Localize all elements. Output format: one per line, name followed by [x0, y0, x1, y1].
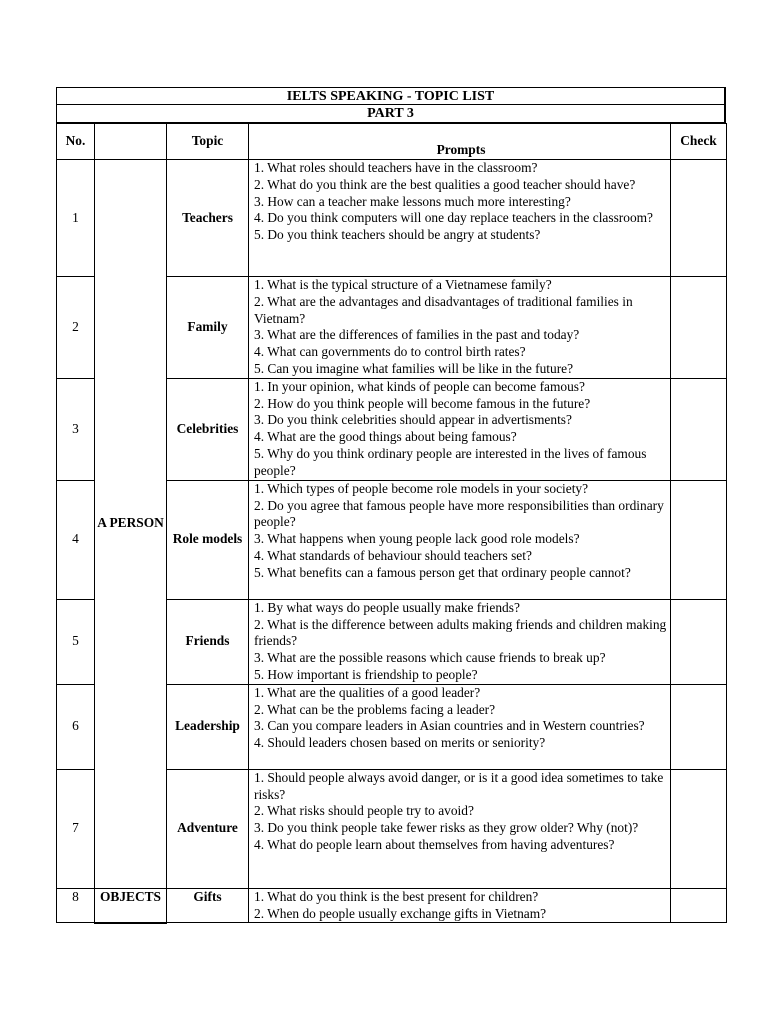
table-header-row [57, 124, 727, 160]
prompt-question: 3. How can a teacher make lessons much more interesting? [254, 193, 571, 209]
row-number: 5 [57, 599, 95, 684]
check-cell[interactable] [671, 599, 727, 684]
topic-label: Friends [185, 633, 230, 649]
column-header-prompts: Prompts [249, 124, 671, 160]
topic-cell [167, 160, 249, 277]
prompt-question: 1. Which types of people become role models in your society? [254, 480, 589, 496]
prompts-cell [249, 599, 671, 684]
prompt-question: 5. Can you imagine what families will be like in the future? [254, 360, 574, 376]
topic-label: Role models [172, 531, 243, 547]
prompts-cell [249, 160, 671, 277]
check-cell[interactable] [671, 480, 727, 599]
category-label: OBJECTS [99, 888, 162, 904]
prompt-question: 2. Do you agree that famous people have more responsibilities than ordinary people? [254, 497, 664, 530]
prompt-question: 3. Do you think people take fewer risks as they grow older? Why (not)? [254, 820, 639, 836]
topic-cell [167, 480, 249, 599]
topic-label: Gifts [193, 888, 222, 904]
row-number: 3 [57, 378, 95, 480]
check-cell[interactable] [671, 769, 727, 888]
table-row [57, 160, 727, 277]
prompt-question: 4. Do you think computers will one day replace teachers in the classroom? [254, 210, 653, 226]
prompt-question: 4. Should leaders chosen based on merits or seniority? [254, 735, 546, 751]
prompt-question: 5. What benefits can a famous person get that ordinary people cannot? [254, 564, 631, 580]
category-label: A PERSON [97, 515, 164, 531]
prompts-cell [249, 769, 671, 888]
prompt-question: 2. What do you think are the best qualities a good teacher should have? [254, 176, 636, 192]
table-row [57, 888, 727, 923]
prompt-question: 1. What do you think is the best present for children? [254, 888, 539, 904]
topic-table [56, 123, 727, 924]
prompt-question: 1. What are the qualities of a good leader? [254, 684, 481, 700]
prompts-cell [249, 378, 671, 480]
check-cell[interactable] [671, 277, 727, 379]
topic-cell [167, 769, 249, 888]
topic-cell [167, 684, 249, 769]
prompt-question: 4. What are the good things about being famous? [254, 429, 517, 445]
prompts-cell [249, 888, 671, 923]
check-cell[interactable] [671, 378, 727, 480]
topic-cell [167, 277, 249, 379]
table-body [57, 160, 727, 923]
check-cell[interactable] [671, 684, 727, 769]
column-header-topic: Topic [167, 124, 249, 160]
check-cell[interactable] [671, 160, 727, 277]
prompt-question: 1. By what ways do people usually make friends? [254, 599, 520, 615]
prompt-question: 3. What are the possible reasons which cause friends to break up? [254, 650, 606, 666]
prompt-question: 1. In your opinion, what kinds of people can become famous? [254, 378, 585, 394]
row-number: 4 [57, 480, 95, 599]
prompt-question: 4. What do people learn about themselves from having adventures? [254, 836, 615, 852]
row-number: 7 [57, 769, 95, 888]
topic-list-document [56, 87, 726, 924]
prompt-question: 2. What is the difference between adults making friends and children making friends? [254, 616, 667, 649]
column-header-category [95, 124, 167, 160]
prompt-question: 2. What are the advantages and disadvantages of traditional families in Vietnam? [254, 293, 633, 326]
part-heading: PART 3 [56, 105, 726, 123]
prompt-question: 3. Can you compare leaders in Asian countries and in Western countries? [254, 718, 645, 734]
prompts-cell [249, 684, 671, 769]
prompt-question: 5. Why do you think ordinary people are interested in the lives of famous people? [254, 445, 647, 478]
prompt-question: 5. Do you think teachers should be angry at students? [254, 227, 541, 243]
row-number: 8 [57, 888, 95, 923]
category-cell [95, 160, 167, 889]
prompt-question: 1. Should people always avoid danger, or is it a good idea sometimes to take risks? [254, 769, 664, 802]
topic-cell [167, 378, 249, 480]
prompts-cell [249, 480, 671, 599]
column-header-no: No. [57, 124, 95, 160]
prompt-question: 2. What can be the problems facing a leader? [254, 701, 496, 717]
prompt-question: 1. What roles should teachers have in the classroom? [254, 160, 538, 175]
document-title: IELTS SPEAKING - TOPIC LIST [56, 87, 726, 105]
topic-label: Teachers [182, 209, 233, 225]
topic-cell [167, 888, 249, 923]
prompt-question: 1. What is the typical structure of a Vietnamese family? [254, 277, 552, 292]
prompts-cell [249, 277, 671, 379]
prompt-question: 2. How do you think people will become famous in the future? [254, 395, 591, 411]
prompt-question: 3. What are the differences of families in the past and today? [254, 327, 580, 343]
prompt-question: 2. When do people usually exchange gifts in Vietnam? [254, 905, 547, 921]
column-header-check: Check [671, 124, 727, 160]
topic-label: Leadership [175, 718, 240, 734]
topic-label: Family [187, 318, 228, 334]
prompt-question: 4. What standards of behaviour should teachers set? [254, 547, 532, 563]
prompt-question: 3. What happens when young people lack good role models? [254, 531, 580, 547]
topic-label: Celebrities [176, 420, 239, 436]
topic-label: Adventure [177, 820, 238, 836]
row-number: 1 [57, 160, 95, 277]
row-number: 2 [57, 277, 95, 379]
row-number: 6 [57, 684, 95, 769]
prompt-question: 3. Do you think celebrities should appear in advertisments? [254, 412, 572, 428]
prompt-question: 4. What can governments do to control birth rates? [254, 344, 526, 360]
check-cell[interactable] [671, 888, 727, 923]
topic-cell [167, 599, 249, 684]
prompt-question: 5. How important is friendship to people? [254, 666, 478, 682]
prompt-question: 2. What risks should people try to avoid? [254, 803, 474, 819]
category-cell [95, 888, 167, 923]
